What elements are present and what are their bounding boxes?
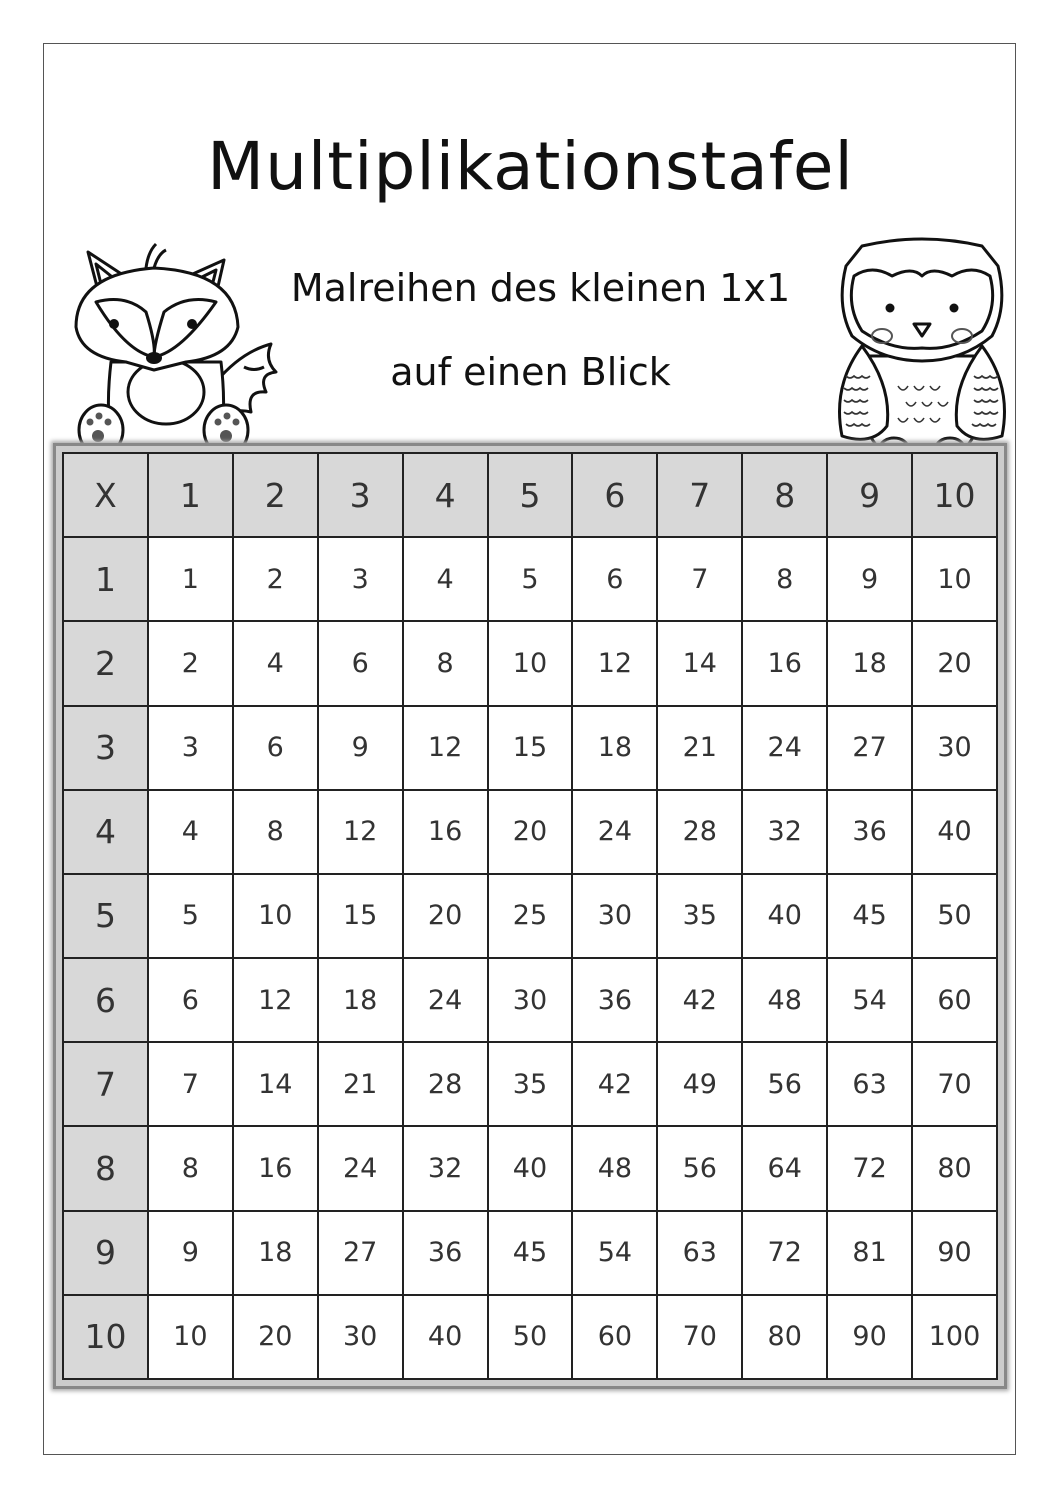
product-cell: 7 xyxy=(657,537,742,621)
product-cell: 20 xyxy=(488,790,573,874)
product-cell: 50 xyxy=(912,874,997,958)
product-cell: 10 xyxy=(488,621,573,705)
table-row xyxy=(63,790,997,874)
table-row xyxy=(63,1042,997,1126)
column-header: 7 xyxy=(657,453,742,537)
product-cell: 42 xyxy=(657,958,742,1042)
product-cell: 72 xyxy=(827,1126,912,1210)
column-header: 1 xyxy=(148,453,233,537)
product-cell: 9 xyxy=(318,706,403,790)
fox-illustration xyxy=(66,232,281,462)
product-cell: 80 xyxy=(912,1126,997,1210)
product-cell: 30 xyxy=(318,1295,403,1379)
product-cell: 40 xyxy=(912,790,997,874)
subtitle-line-2: auf einen Blick xyxy=(390,350,671,394)
column-header: 4 xyxy=(403,453,488,537)
product-cell: 7 xyxy=(148,1042,233,1126)
product-cell: 15 xyxy=(318,874,403,958)
product-cell: 10 xyxy=(912,537,997,621)
product-cell: 18 xyxy=(318,958,403,1042)
table-row xyxy=(63,1295,997,1379)
product-cell: 54 xyxy=(572,1211,657,1295)
table-row xyxy=(63,958,997,1042)
product-cell: 8 xyxy=(148,1126,233,1210)
table-row xyxy=(63,621,997,705)
product-cell: 24 xyxy=(318,1126,403,1210)
product-cell: 40 xyxy=(742,874,827,958)
product-cell: 8 xyxy=(403,621,488,705)
product-cell: 18 xyxy=(233,1211,318,1295)
page-title: Multiplikationstafel xyxy=(207,128,854,205)
product-cell: 70 xyxy=(912,1042,997,1126)
product-cell: 16 xyxy=(742,621,827,705)
product-cell: 90 xyxy=(827,1295,912,1379)
product-cell: 12 xyxy=(318,790,403,874)
product-cell: 4 xyxy=(403,537,488,621)
table-row xyxy=(63,1126,997,1210)
product-cell: 10 xyxy=(233,874,318,958)
product-cell: 9 xyxy=(827,537,912,621)
row-header: 2 xyxy=(63,621,148,705)
product-cell: 12 xyxy=(572,621,657,705)
product-cell: 48 xyxy=(572,1126,657,1210)
product-cell: 70 xyxy=(657,1295,742,1379)
product-cell: 2 xyxy=(148,621,233,705)
product-cell: 5 xyxy=(148,874,233,958)
product-cell: 35 xyxy=(657,874,742,958)
product-cell: 5 xyxy=(488,537,573,621)
product-cell: 3 xyxy=(318,537,403,621)
product-cell: 36 xyxy=(403,1211,488,1295)
product-cell: 18 xyxy=(572,706,657,790)
product-cell: 54 xyxy=(827,958,912,1042)
product-cell: 16 xyxy=(403,790,488,874)
product-cell: 4 xyxy=(148,790,233,874)
row-header: 10 xyxy=(63,1295,148,1379)
product-cell: 42 xyxy=(572,1042,657,1126)
product-cell: 63 xyxy=(827,1042,912,1126)
product-cell: 40 xyxy=(488,1126,573,1210)
product-cell: 56 xyxy=(657,1126,742,1210)
product-cell: 14 xyxy=(657,621,742,705)
product-cell: 27 xyxy=(827,706,912,790)
product-cell: 12 xyxy=(403,706,488,790)
table-row xyxy=(63,874,997,958)
product-cell: 30 xyxy=(912,706,997,790)
product-cell: 24 xyxy=(742,706,827,790)
product-cell: 4 xyxy=(233,621,318,705)
product-cell: 6 xyxy=(148,958,233,1042)
product-cell: 32 xyxy=(742,790,827,874)
product-cell: 12 xyxy=(233,958,318,1042)
product-cell: 36 xyxy=(827,790,912,874)
column-header: 3 xyxy=(318,453,403,537)
product-cell: 60 xyxy=(572,1295,657,1379)
column-header: 8 xyxy=(742,453,827,537)
product-cell: 20 xyxy=(403,874,488,958)
product-cell: 50 xyxy=(488,1295,573,1379)
product-cell: 6 xyxy=(233,706,318,790)
product-cell: 27 xyxy=(318,1211,403,1295)
table-row xyxy=(63,1211,997,1295)
product-cell: 6 xyxy=(318,621,403,705)
product-cell: 36 xyxy=(572,958,657,1042)
row-header: 1 xyxy=(63,537,148,621)
product-cell: 21 xyxy=(318,1042,403,1126)
product-cell: 14 xyxy=(233,1042,318,1126)
product-cell: 72 xyxy=(742,1211,827,1295)
corner-cell: X xyxy=(63,453,148,537)
row-header: 4 xyxy=(63,790,148,874)
product-cell: 15 xyxy=(488,706,573,790)
product-cell: 10 xyxy=(148,1295,233,1379)
product-cell: 45 xyxy=(488,1211,573,1295)
row-header: 3 xyxy=(63,706,148,790)
product-cell: 80 xyxy=(742,1295,827,1379)
product-cell: 32 xyxy=(403,1126,488,1210)
column-header: 2 xyxy=(233,453,318,537)
product-cell: 25 xyxy=(488,874,573,958)
multiplication-grid xyxy=(62,452,998,1380)
product-cell: 81 xyxy=(827,1211,912,1295)
product-cell: 28 xyxy=(657,790,742,874)
product-cell: 21 xyxy=(657,706,742,790)
product-cell: 20 xyxy=(233,1295,318,1379)
column-header: 5 xyxy=(488,453,573,537)
product-cell: 63 xyxy=(657,1211,742,1295)
product-cell: 90 xyxy=(912,1211,997,1295)
product-cell: 3 xyxy=(148,706,233,790)
product-cell: 16 xyxy=(233,1126,318,1210)
row-header: 7 xyxy=(63,1042,148,1126)
product-cell: 100 xyxy=(912,1295,997,1379)
product-cell: 40 xyxy=(403,1295,488,1379)
row-header: 8 xyxy=(63,1126,148,1210)
column-header: 10 xyxy=(912,453,997,537)
column-header: 6 xyxy=(572,453,657,537)
row-header: 5 xyxy=(63,874,148,958)
product-cell: 18 xyxy=(827,621,912,705)
product-cell: 60 xyxy=(912,958,997,1042)
table-row xyxy=(63,706,997,790)
product-cell: 30 xyxy=(572,874,657,958)
row-header: 9 xyxy=(63,1211,148,1295)
product-cell: 2 xyxy=(233,537,318,621)
product-cell: 35 xyxy=(488,1042,573,1126)
table-header-row xyxy=(63,453,997,537)
owl-illustration xyxy=(832,236,1012,468)
product-cell: 48 xyxy=(742,958,827,1042)
product-cell: 56 xyxy=(742,1042,827,1126)
product-cell: 24 xyxy=(403,958,488,1042)
product-cell: 8 xyxy=(742,537,827,621)
column-header: 9 xyxy=(827,453,912,537)
product-cell: 1 xyxy=(148,537,233,621)
product-cell: 6 xyxy=(572,537,657,621)
product-cell: 24 xyxy=(572,790,657,874)
product-cell: 28 xyxy=(403,1042,488,1126)
table-row xyxy=(63,537,997,621)
product-cell: 64 xyxy=(742,1126,827,1210)
multiplication-table xyxy=(53,443,1007,1389)
product-cell: 30 xyxy=(488,958,573,1042)
product-cell: 8 xyxy=(233,790,318,874)
row-header: 6 xyxy=(63,958,148,1042)
subtitle-line-1: Malreihen des kleinen 1x1 xyxy=(290,266,791,310)
product-cell: 9 xyxy=(148,1211,233,1295)
product-cell: 45 xyxy=(827,874,912,958)
product-cell: 20 xyxy=(912,621,997,705)
product-cell: 49 xyxy=(657,1042,742,1126)
